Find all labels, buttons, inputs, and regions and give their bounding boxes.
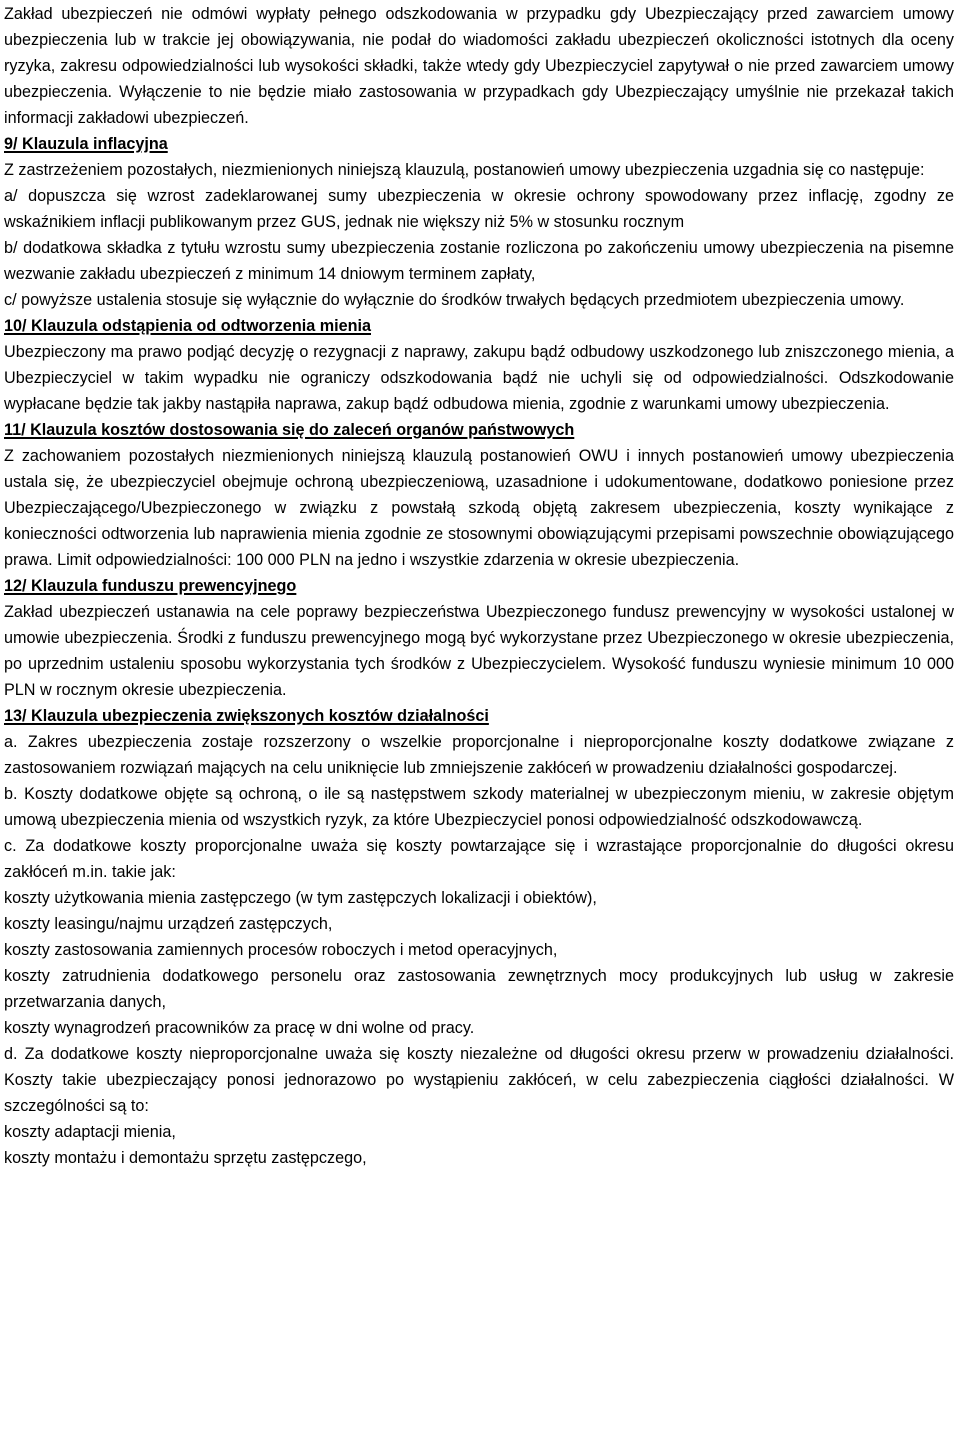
- document-page: [0, 1, 960, 1437]
- list-item-cost-4: koszty zatrudnienia dodatkowego personelu oraz zastosowania zewnętrznych mocy produkcyjnych lub usług w zakresie przetwarzania danych,: [4, 967, 954, 1011]
- list-item-cost-1: koszty użytkowania mienia zastępczego (w tym zastępczych lokalizacji i obiektów),: [4, 889, 597, 907]
- paragraph-clause-9-c: c/ powyższe ustalenia stosuje się wyłącznie do wyłącznie do środków trwałych będących przedmiotem ubezpieczenia umowy.: [4, 291, 905, 309]
- paragraph-clause-9-b: b/ dodatkowa składka z tytułu wzrostu sumy ubezpieczenia zostanie rozliczona po zakończeniu umowy ubezpieczenia na pisemne wezwanie zakładu ubezpieczeń z minimum 14 dniowym terminem zapłaty,: [4, 239, 954, 283]
- paragraph-clause-13-b: b. Koszty dodatkowe objęte są ochroną, o ile są następstwem szkody materialnej w ubezpieczonym mieniu, w zakresie objętym umową ubezpieczenia mienia od wszystkich ryzyk, za które Ubezpieczyciel ponosi odpowiedzialność odszkodowawczą.: [4, 785, 954, 829]
- heading-clause-11: 11/ Klauzula kosztów dostosowania się do zaleceń organów państwowych: [4, 421, 575, 439]
- heading-clause-13: 13/ Klauzula ubezpieczenia zwiększonych kosztów działalności: [4, 707, 489, 725]
- heading-clause-12: 12/ Klauzula funduszu prewencyjnego: [4, 577, 297, 595]
- paragraph-clause-9-a: a/ dopuszcza się wzrost zadeklarowanej sumy ubezpieczenia w okresie ochrony spowodowany przez inflację, zgodny ze wskaźnikiem inflacji publikowanym przez GUS, jednak nie większy niż 5% w stosunku rocznym: [4, 187, 954, 231]
- paragraph-clause-9-intro: Z zastrzeżeniem pozostałych, niezmienionych niniejszą klauzulą, postanowień umowy ubezpieczenia uzgadnia się co następuje:: [4, 161, 925, 179]
- heading-clause-9: 9/ Klauzula inflacyjna: [4, 135, 168, 153]
- list-item-cost-6: koszty adaptacji mienia,: [4, 1123, 176, 1141]
- list-item-cost-3: koszty zastosowania zamiennych procesów roboczych i metod operacyjnych,: [4, 941, 558, 959]
- paragraph-clause-13-c: c. Za dodatkowe koszty proporcjonalne uważa się koszty powtarzające się i wzrastające proporcjonalnie do długości okresu zakłóceń m.in. takie jak:: [4, 837, 954, 881]
- paragraph-disclosure: Zakład ubezpieczeń nie odmówi wypłaty pełnego odszkodowania w przypadku gdy Ubezpieczający przed zawarciem umowy ubezpieczenia lub w trakcie jej obowiązywania, nie podał do wiadomości zakładu ubezpieczeń okoliczności istotnych dla oceny ryzyka, zakresu odpowiedzialności lub wysokości składki, także wtedy gdy Ubezpieczyciel zapytywał o nie przed zawarciem umowy ubezpieczenia. Wyłączenie to nie będzie miało zastosowania w przypadkach gdy Ubezpieczający umyślnie nie przekazał takich informacji zakładowi ubezpieczeń.: [4, 5, 954, 127]
- paragraph-clause-11: Z zachowaniem pozostałych niezmienionych niniejszą klauzulą postanowień OWU i innych postanowień umowy ubezpieczenia ustala się, że ubezpieczyciel obejmuje ochroną ubezpieczeniową, uzasadnione i udokumentowane, dodatkowo poniesione przez Ubezpieczającego/Ubezpieczonego w związku z powstałą szkodą objętą zakresem ubezpieczenia, koszty wynikające z konieczności odtworzenia lub naprawienia mienia zgodnie ze stosownymi obowiązującymi przepisami powszechnie obowiązującego prawa. Limit odpowiedzialności: 100 000 PLN na jedno i wszystkie zdarzenia w okresie ubezpieczenia.: [4, 447, 954, 569]
- paragraph-clause-13-a: a. Zakres ubezpieczenia zostaje rozszerzony o wszelkie proporcjonalne i nieproporcjonalne koszty dodatkowe związane z zastosowaniem rozwiązań mających na celu uniknięcie lub zmniejszenie zakłóceń w prowadzeniu działalności gospodarczej.: [4, 733, 954, 777]
- paragraph-clause-12: Zakład ubezpieczeń ustanawia na cele poprawy bezpieczeństwa Ubezpieczonego fundusz prewencyjny w wysokości ustalonej w umowie ubezpieczenia. Środki z funduszu prewencyjnego mogą być wykorzystane przez Ubezpieczonego w okresie ubezpieczenia, po uprzednim ustaleniu sposobu wykorzystania tych środków z Ubezpieczycielem. Wysokość funduszu wyniesie minimum 10 000 PLN w rocznym okresie ubezpieczenia.: [4, 603, 954, 699]
- paragraph-clause-13-d: d. Za dodatkowe koszty nieproporcjonalne uważa się koszty niezależne od długości okresu przerw w prowadzeniu działalności. Koszty takie ubezpieczający ponosi jednorazowo po wystąpieniu zakłóceń, w celu zabezpieczenia ciągłości działalności. W szczególności są to:: [4, 1045, 954, 1115]
- list-item-cost-2: koszty leasingu/najmu urządzeń zastępczych,: [4, 915, 333, 933]
- list-item-cost-7: koszty montażu i demontażu sprzętu zastępczego,: [4, 1149, 367, 1167]
- paragraph-clause-10: Ubezpieczony ma prawo podjąć decyzję o rezygnacji z naprawy, zakupu bądź odbudowy uszkodzonego lub zniszczonego mienia, a Ubezpieczyciel w takim wypadku nie ograniczy odszkodowania bądź nie uchyli się od odpowiedzialności. Odszkodowanie wypłacane będzie tak jakby nastąpiła naprawa, zakup bądź odbudowa mienia, zgodnie z warunkami umowy ubezpieczenia.: [4, 343, 954, 413]
- list-item-cost-5: koszty wynagrodzeń pracowników za pracę w dni wolne od pracy.: [4, 1019, 475, 1037]
- document-body: [4, 1, 954, 1171]
- heading-clause-10: 10/ Klauzula odstąpienia od odtworzenia mienia: [4, 317, 371, 335]
